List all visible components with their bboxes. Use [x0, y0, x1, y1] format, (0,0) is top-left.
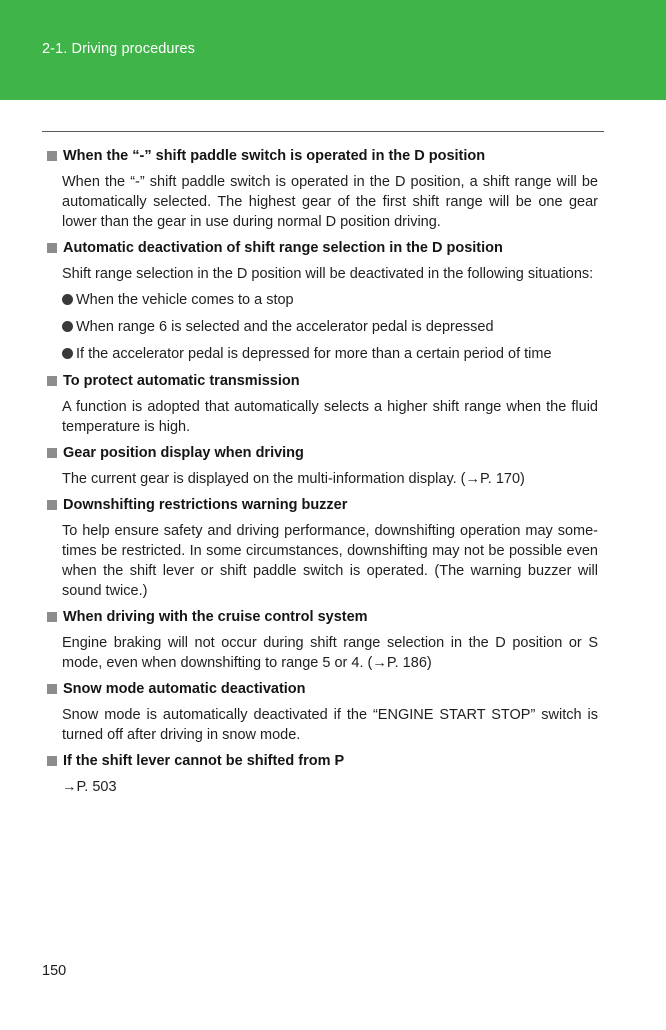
square-bullet-icon: [47, 612, 57, 622]
section-heading: [42, 495, 598, 515]
circle-bullet-icon: [62, 348, 73, 359]
heading-text: Automatic deactivation of shift range selection in the D position: [63, 240, 503, 256]
list-item: [62, 317, 598, 337]
section-protect-transmission: [42, 371, 598, 437]
list-item-text: When range 6 is selected and the accelerator pedal is depressed: [76, 319, 494, 335]
header-divider: [42, 131, 604, 132]
heading-text: To protect automatic transmission: [63, 373, 300, 389]
section-snow-mode: [42, 679, 598, 745]
header-band: [0, 0, 666, 100]
page-reference: →P. 503: [62, 779, 117, 795]
heading-text: If the shift lever cannot be shifted from P: [63, 753, 345, 769]
list-item-text: If the accelerator pedal is depressed for more than a certain period of time: [76, 346, 552, 362]
section-paragraph: Shift range selection in the D position will be deactivated in the following situations:: [62, 266, 594, 282]
section-paragraph: The current gear is displayed on the multi-information display. (→P. 170): [62, 471, 525, 487]
section-heading: [42, 751, 598, 771]
page-content: [42, 146, 598, 803]
heading-text: Downshifting restrictions warning buzzer: [63, 497, 348, 513]
section-heading: [42, 238, 598, 258]
heading-text: When the “-” shift paddle switch is operated in the D position: [63, 148, 486, 164]
page-number: 150: [42, 963, 67, 979]
section-heading: [42, 146, 598, 166]
section-shift-paddle: [42, 146, 598, 232]
section-paragraph: To help ensure safety and driving performance, downshifting operation may some-times be restricted. In some circumstances, downshifting may not be possible even when the shift lever or shift paddle switch is operated. (The warning buzzer will sound twice.): [62, 523, 598, 599]
section-shift-lever-p: [42, 751, 598, 797]
circle-bullet-icon: [62, 294, 73, 305]
section-auto-deactivation: [42, 238, 598, 364]
square-bullet-icon: [47, 151, 57, 161]
section-heading: [42, 679, 598, 699]
heading-text: Snow mode automatic deactivation: [63, 681, 306, 697]
square-bullet-icon: [47, 756, 57, 766]
heading-text: When driving with the cruise control system: [63, 609, 368, 625]
section-heading: [42, 443, 598, 463]
section-gear-display: [42, 443, 598, 489]
section-heading: [42, 607, 598, 627]
list-item: [62, 344, 598, 364]
list-item: [62, 290, 598, 310]
section-warning-buzzer: [42, 495, 598, 601]
section-heading: [42, 371, 598, 391]
square-bullet-icon: [47, 500, 57, 510]
circle-bullet-icon: [62, 321, 73, 332]
section-paragraph: Engine braking will not occur during shift range selection in the D position or S mode, even when downshifting to range 5 or 4. (→P. 186): [62, 635, 598, 671]
chapter-title: 2-1. Driving procedures: [42, 41, 196, 57]
section-paragraph: When the “-” shift paddle switch is operated in the D position, a shift range will be automatically selected. The highest gear of the first shift range will be one gear lower than the gear in use during normal D position driving.: [62, 174, 598, 230]
section-paragraph: Snow mode is automatically deactivated if the “ENGINE START STOP” switch is turned off after driving in snow mode.: [62, 707, 598, 743]
square-bullet-icon: [47, 448, 57, 458]
square-bullet-icon: [47, 684, 57, 694]
section-paragraph: A function is adopted that automatically selects a higher shift range when the fluid temperature is high.: [62, 399, 598, 435]
square-bullet-icon: [47, 376, 57, 386]
list-item-text: When the vehicle comes to a stop: [76, 292, 294, 308]
square-bullet-icon: [47, 243, 57, 253]
section-cruise-control: [42, 607, 598, 673]
heading-text: Gear position display when driving: [63, 445, 304, 461]
